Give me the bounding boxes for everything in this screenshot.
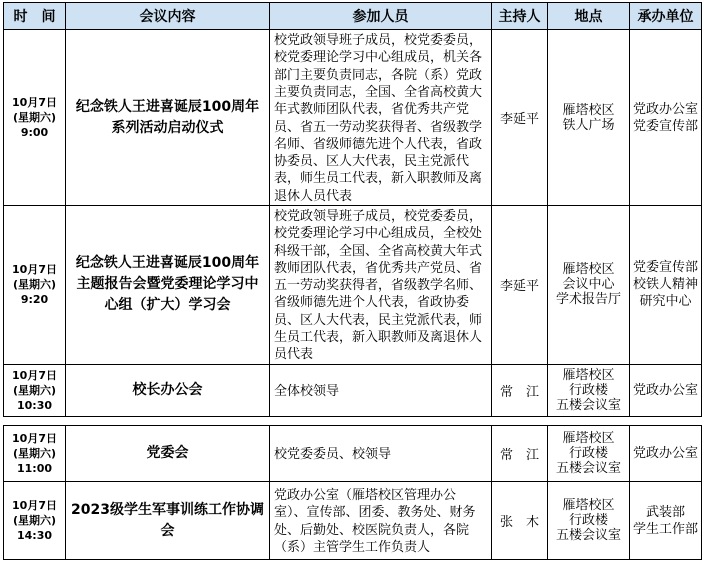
meeting-host: 常 江 bbox=[492, 364, 548, 416]
table-row bbox=[4, 30, 702, 206]
meeting-title: 纪念铁人王进喜诞辰100周年主题报告会暨党委理论学习中心组（扩大）学习会 bbox=[66, 206, 270, 365]
table-row bbox=[4, 482, 702, 560]
meeting-time: 10月7日 (星期六) 9:00 bbox=[4, 30, 66, 206]
meeting-time: 10月7日 (星期六) 9:20 bbox=[4, 206, 66, 365]
meeting-host: 李延平 bbox=[492, 30, 548, 206]
meeting-location: 雁塔校区 会议中心 学术报告厅 bbox=[548, 206, 630, 365]
meeting-attendees: 校党政领导班子成员，校党委委员，校党委理论学习中心组成员，全校处科级干部，全国、全省高校黄大年式教师团队代表，省优秀共产党员、省五一劳动奖获得者，省级教学名师、省级师德先进个人代表，省政协委员、区人大代表，民主党派代表，师生员工代表，新入职教师及离退休人员代表 bbox=[270, 206, 492, 365]
meeting-attendees: 校党委委员、校领导 bbox=[270, 426, 492, 482]
meeting-organizer: 党政办公室 bbox=[630, 364, 702, 416]
meeting-organizer: 武装部 学生工作部 bbox=[630, 482, 702, 560]
table-row bbox=[4, 364, 702, 416]
header-content: 会议内容 bbox=[66, 3, 270, 30]
meeting-attendees: 全体校领导 bbox=[270, 364, 492, 416]
meeting-organizer: 党委宣传部 校铁人精神 研究中心 bbox=[630, 206, 702, 365]
table-row bbox=[4, 206, 702, 365]
meeting-host: 张 木 bbox=[492, 482, 548, 560]
meeting-attendees: 党政办公室（雁塔校区管理办公室）、宣传部、团委、教务处、财务处、后勤处、校医院负责人，各院（系）主管学生工作负责人 bbox=[270, 482, 492, 560]
meeting-time: 10月7日 (星期六) 11:00 bbox=[4, 426, 66, 482]
schedule-table-continued bbox=[3, 425, 702, 560]
meeting-time: 10月7日 (星期六) 14:30 bbox=[4, 482, 66, 560]
meeting-location: 雁塔校区 行政楼 五楼会议室 bbox=[548, 426, 630, 482]
header-time: 时 间 bbox=[4, 3, 66, 30]
meeting-location: 雁塔校区 行政楼 五楼会议室 bbox=[548, 364, 630, 416]
header-organizer: 承办单位 bbox=[630, 3, 702, 30]
meeting-location: 雁塔校区 行政楼 五楼会议室 bbox=[548, 482, 630, 560]
meeting-title: 纪念铁人王进喜诞辰100周年系列活动启动仪式 bbox=[66, 30, 270, 206]
meeting-title: 党委会 bbox=[66, 426, 270, 482]
header-attendees: 参加人员 bbox=[270, 3, 492, 30]
header-location: 地点 bbox=[548, 3, 630, 30]
table-row bbox=[4, 426, 702, 482]
header-row bbox=[4, 3, 702, 30]
meeting-organizer: 党政办公室 bbox=[630, 426, 702, 482]
header-host: 主持人 bbox=[492, 3, 548, 30]
schedule-table bbox=[3, 2, 702, 417]
meeting-time: 10月7日 (星期六) 10:30 bbox=[4, 364, 66, 416]
meeting-organizer: 党政办公室 党委宣传部 bbox=[630, 30, 702, 206]
meeting-title: 2023级学生军事训练工作协调会 bbox=[66, 482, 270, 560]
meeting-title: 校长办公会 bbox=[66, 364, 270, 416]
meeting-host: 李延平 bbox=[492, 206, 548, 365]
meeting-host: 常 江 bbox=[492, 426, 548, 482]
meeting-location: 雁塔校区 铁人广场 bbox=[548, 30, 630, 206]
meeting-attendees: 校党政领导班子成员，校党委委员，校党委理论学习中心组成员，机关各部门主要负责同志，各院（系）党政主要负责同志，全国、全省高校黄大年式教师团队代表，省优秀共产党员、省五一劳动奖获得者、省级教学名师、省级师德先进个人代表，省政协委员、区人大代表，民主党派代表，师生员工代表，新入职教师及离退休人员代表 bbox=[270, 30, 492, 206]
